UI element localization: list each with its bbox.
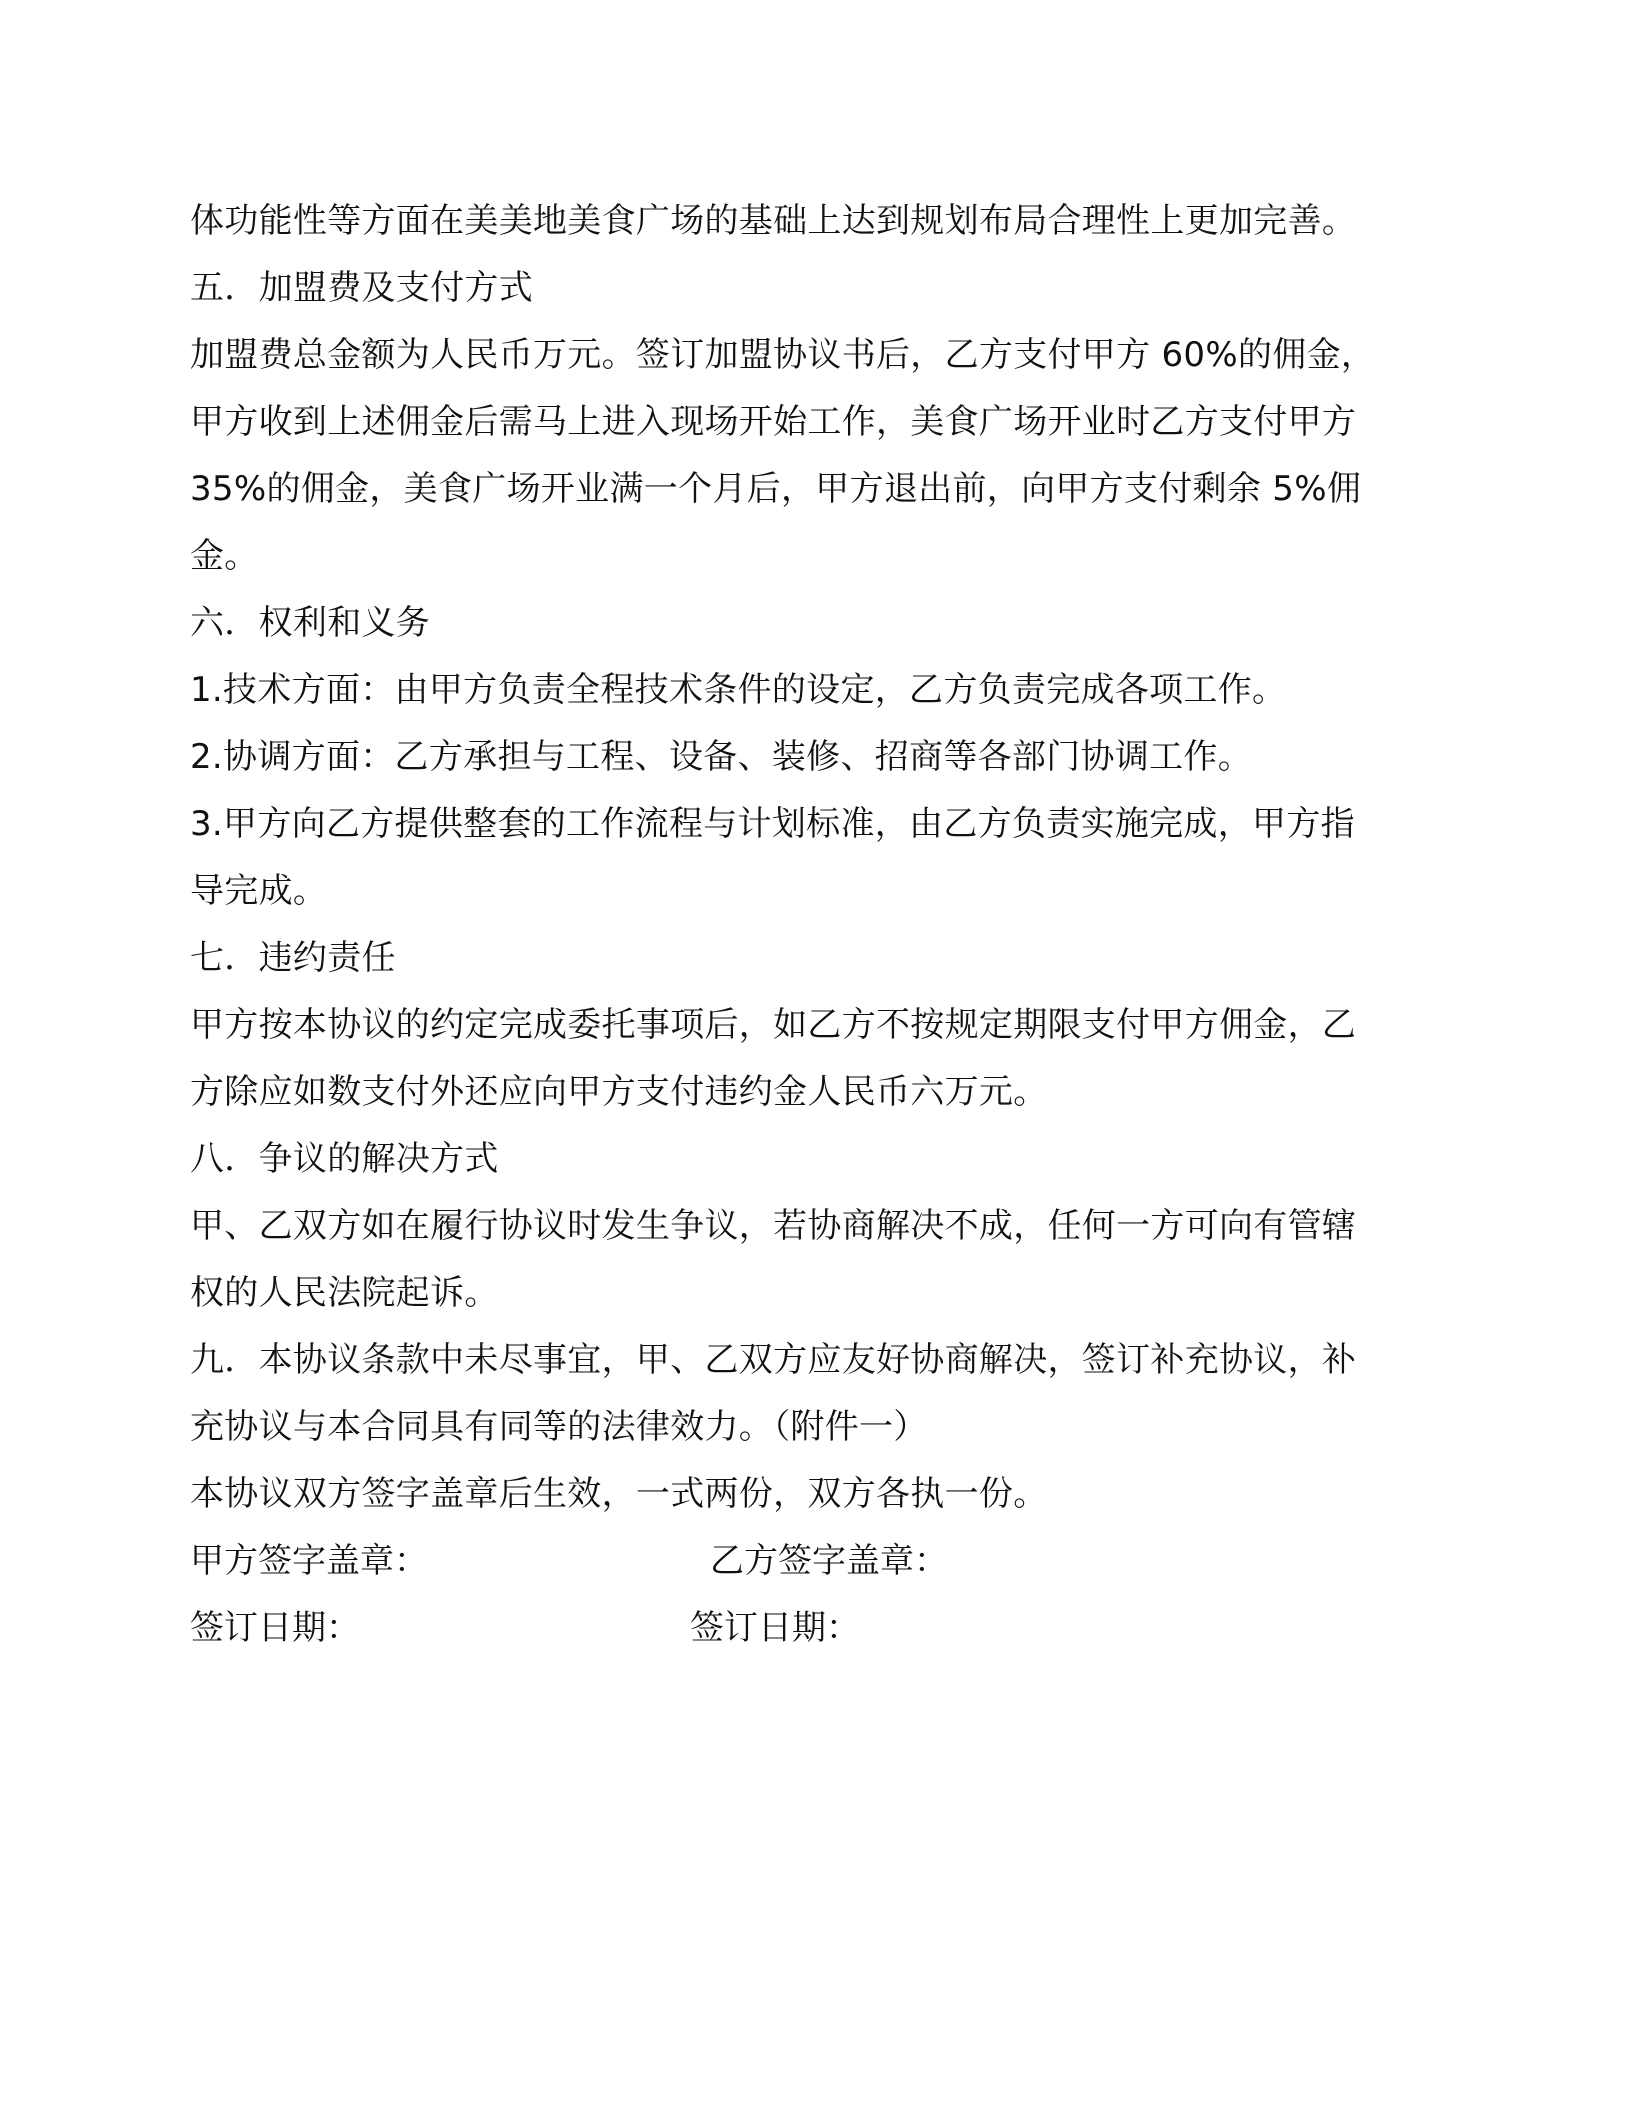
section-heading-dispute: 八．争议的解决方式: [190, 1139, 499, 1179]
text-line: 甲、乙双方如在履行协议时发生争议，若协商解决不成，任何一方可向有管辖: [190, 1206, 1357, 1246]
text-line: 35%的佣金，美食广场开业满一个月后，甲方退出前，向甲方支付剩余 5%佣: [190, 469, 1362, 509]
party-b-seal-label: 乙方签字盖章：: [710, 1541, 948, 1581]
text-line: 方除应如数支付外还应向甲方支付违约金人民币六万元。: [190, 1072, 1048, 1112]
text-line: 本协议双方签字盖章后生效，一式两份，双方各执一份。: [190, 1474, 1048, 1514]
signature-row: [190, 1528, 1440, 1595]
text-line: 金。: [190, 536, 259, 576]
document-body: [190, 188, 1440, 1662]
text-line: 加盟费总金额为人民币万元。签订加盟协议书后，乙方支付甲方 60%的佣金，: [190, 335, 1376, 375]
text-line: 体功能性等方面在美美地美食广场的基础上达到规划布局合理性上更加完善。: [190, 201, 1357, 241]
date-row: [190, 1595, 1440, 1662]
text-line: 3.甲方向乙方提供整套的工作流程与计划标准，由乙方负责实施完成，甲方指: [190, 804, 1355, 844]
party-b-date-label: 签订日期：: [690, 1608, 860, 1648]
party-a-date-label: 签订日期：: [190, 1608, 360, 1648]
section-heading-breach: 七．违约责任: [190, 938, 396, 978]
party-a-seal-label: 甲方签字盖章：: [190, 1541, 428, 1581]
section-heading-fee: 五．加盟费及支付方式: [190, 268, 533, 308]
section-heading-rights: 六．权利和义务: [190, 603, 431, 643]
section-heading-other: 九．本协议条款中未尽事宜，甲、乙双方应友好协商解决，签订补充协议，补: [190, 1340, 1357, 1380]
text-line: 甲方按本协议的约定完成委托事项后，如乙方不按规定期限支付甲方佣金，乙: [190, 1005, 1357, 1045]
text-line: 2.协调方面：乙方承担与工程、设备、装修、招商等各部门协调工作。: [190, 737, 1253, 777]
text-line: 导完成。: [190, 871, 328, 911]
text-line: 甲方收到上述佣金后需马上进入现场开始工作，美食广场开业时乙方支付甲方: [190, 402, 1357, 442]
text-line: 权的人民法院起诉。: [190, 1273, 499, 1313]
text-line: 充协议与本合同具有同等的法律效力。（附件一）: [190, 1407, 928, 1447]
text-line: 1.技术方面：由甲方负责全程技术条件的设定，乙方负责完成各项工作。: [190, 670, 1287, 710]
